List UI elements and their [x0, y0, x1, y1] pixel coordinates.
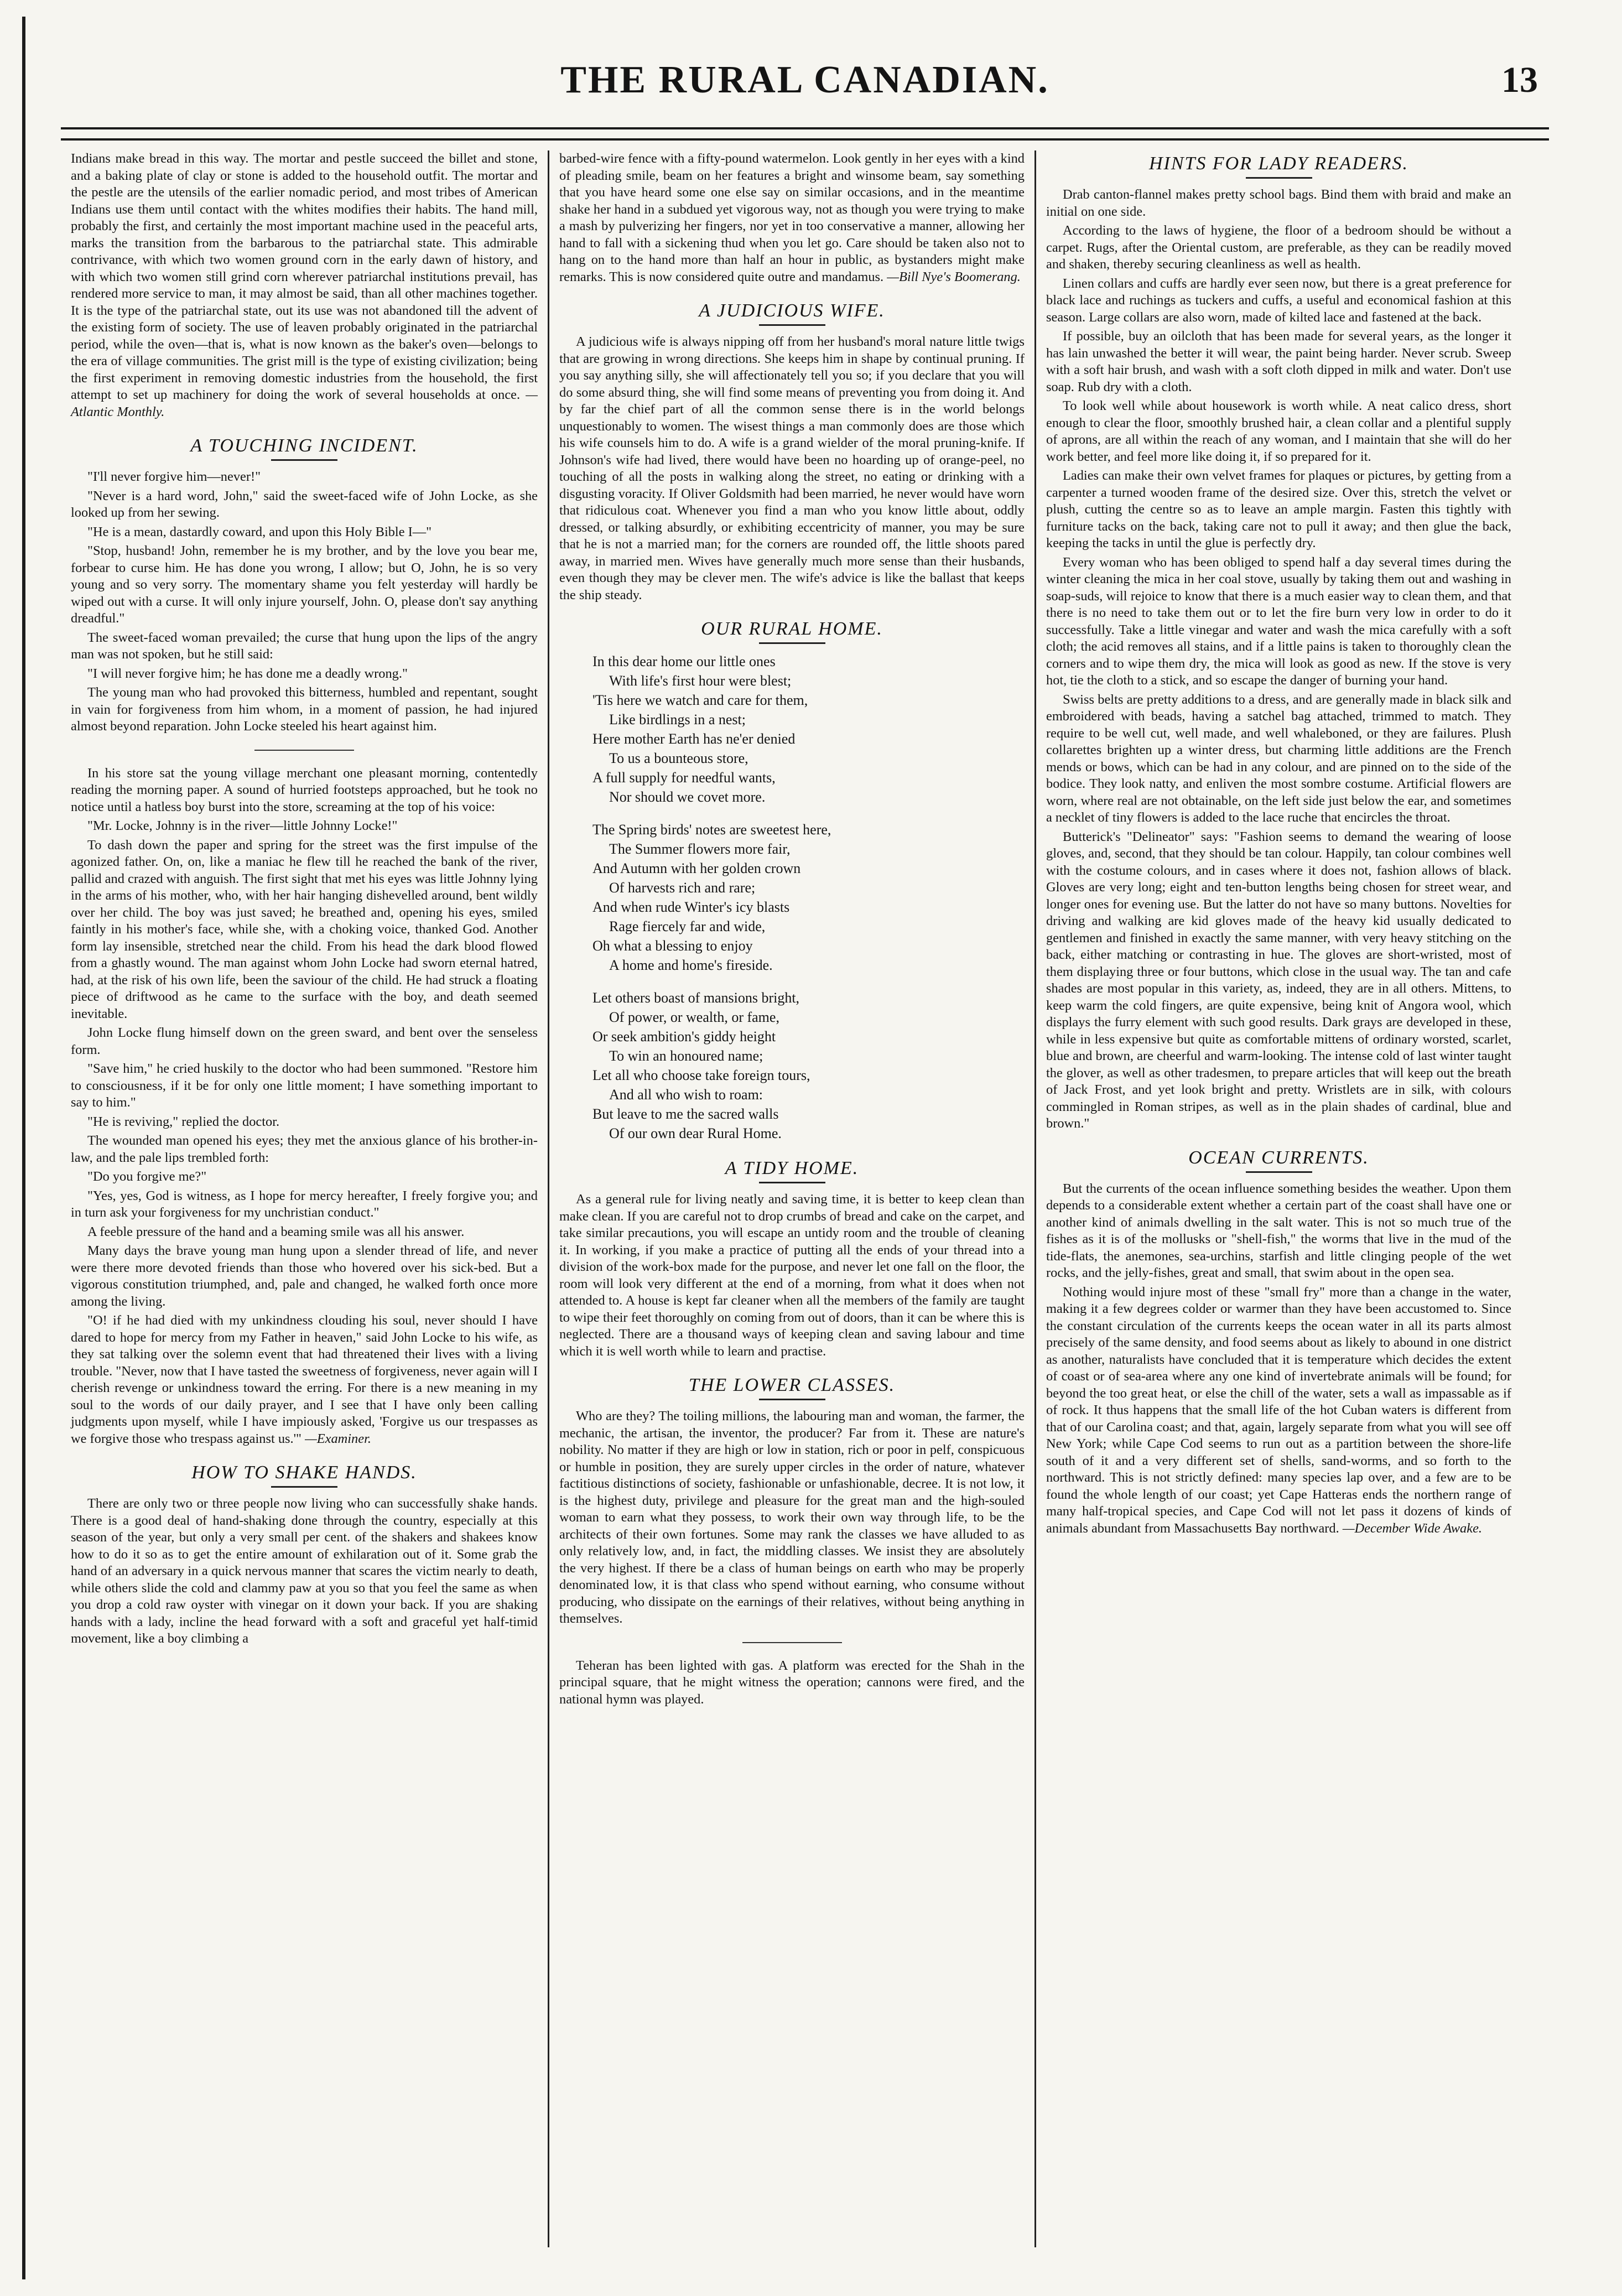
source-attribution: —Examiner.	[305, 1431, 371, 1446]
paragraph-text: "O! if he had died with my unkindness clouding his soul, never should I have dared to hope for mercy from my Father in heaven," said John Locke to his wife, as they sat talking over the solemn event that had threatened their lives with a living trouble. "Never, now that I have tasted the sweetness of forgiveness, never again will I cherish revenge or unkindness toward the erring. For there is a new meaning in my soul to the words of our daily prayer, and I see that I have only been calling judgments upon myself, while I have impiously asked, 'Forgive us our trespasses as we forgive those who trespass against us.'"	[71, 1313, 538, 1446]
article-heading: A TOUCHING INCIDENT.	[190, 435, 418, 456]
article-paragraph: Swiss belts are pretty additions to a dress, and are generally made in black silk and embroidered with beads, having a satchel bag attached, trimmed to match. They require to be well cut, well made, and well whaleboned, or they are failures. Plush collarettes brighten up a winter dress, but charming little additions are the French mends or bows, which can be had in any colour, and are pinned on to the side of the bodice. They look natty, and enliven the most sombre costume. Artificial flowers are worn, where real are not obtainable, on the left side just below the ear, and sometimes a necklet of tiny flowers is added to the lace ruche that encircles the throat.	[1046, 692, 1511, 825]
heading-underline	[759, 324, 825, 326]
article-paragraph: "Stop, husband! John, remember he is my brother, and by the love you bear me, forbear to curse him. He has done you wrong, I allow; but O, John, he is so very young and so very sorry. The momentary shame you felt yesterday will hardly be wiped out with a curse. It will only injure yourself, John. O, please don't say anything dreadful."	[71, 543, 538, 626]
poem-line: To win an honoured name;	[609, 1048, 763, 1064]
poem-line: Or seek ambition's giddy height	[592, 1028, 776, 1045]
article-paragraph: To look well while about housework is worth while. A neat calico dress, short enough to clear the floor, smoothly brushed hair, a clean collar and a plentiful supply of aprons, are all within the reach of any woman, and I maintain that she will do her work better, and feel more like doing it, if so prepared for it.	[1046, 398, 1511, 464]
paragraph-text: Indians make bread in this way. The mortar and pestle succeed the billet and stone, and a baking plate of clay or stone is added to the household outfit. The mortar and the pestle are the utensils of the earlier nomadic period, and most tribes of American Indians use them until contact with the whites modifies their habits. The hand mill, probably the first, and certainly the most important machine used in the peaceful arts, marks the transition from the barbarous to the patriarchal state. This admirable contrivance, with which two women ground corn in the early dawn of history, and with which two women still grind corn wherever patriarchal institutions prevail, has rendered more service to man, it may almost be said, than all other machines together. It is the type of the patriarchal state, out its use was not abandoned till the advent of the existing form of society. The use of leaven probably originated in the patriarchal period, while the oven—that is, what is now known as the baker's oven—belongs to the era of village communities. The grist mill is the type of existing civilization; being the first experiment in removing domestic industries from the household, the first attempt to set up machinery for doing the work of several households at once.	[71, 151, 538, 402]
article-heading: OCEAN CURRENTS.	[1188, 1147, 1369, 1168]
article-paragraph: According to the laws of hygiene, the floor of a bedroom should be without a carpet. Rugs, after the Oriental custom, are preferable, as they can be readily moved and shaken, thereby securing cleanliness as well as health.	[1046, 223, 1511, 272]
article-heading: THE LOWER CLASSES.	[688, 1375, 896, 1395]
article-paragraph	[559, 150, 1025, 285]
poem-line: A full supply for needful wants,	[592, 770, 776, 786]
article-heading: HOW TO SHAKE HANDS.	[191, 1462, 417, 1483]
heading-underline	[1246, 177, 1312, 179]
article-paragraph: "I'll never forgive him—never!"	[87, 469, 261, 484]
heading-underline	[759, 1399, 825, 1400]
poem-line: In this dear home our little ones	[592, 653, 776, 669]
binding-edge-line	[22, 17, 25, 2279]
article-paragraph: As a general rule for living neatly and saving time, it is better to keep clean than make clean. If you are careful not to drop crumbs of bread and cake on the carpet, and take similar precautions, you will escape an untidy room and the trouble of cleaning it. In working, if you make a practice of putting all the ends of your thread into a division of the work-box made for the purpose, and never let one fall on the floor, the room will look very different at the end of a morning, from what it does when not attended to. A house is kept far cleaner when all the members of the family are taught to wipe their feet thoroughly on coming from out of doors, than it can be where this is neglected. There are a thousand ways of keeping clean and saving labour and time which it is well worth while to learn and practise.	[559, 1192, 1025, 1359]
article-paragraph: But the currents of the ocean influence something besides the weather. Upon them depends to a considerable extent whether a certain part of the coast shall have one or another kind of animals dwelling in the salt water. This is not so much true of the fishes as it is of the mollusks or "shell-fish," the worms that live in the mud of the tide-flats, the anemones, sea-urchins, starfish and little clinging people of the wet rocks, and the jelly-fishes, great and small, that swim about in the open sea.	[1046, 1181, 1511, 1280]
article-paragraph: Many days the brave young man hung upon a slender thread of life, and never were there more devoted friends than those who hovered over his sick-bed. But a vigorous constitution triumphed, and, pale and changed, he walked forth once more among the living.	[71, 1243, 538, 1309]
poem-line: Of harvests rich and rare;	[609, 880, 756, 896]
article-paragraph: The sweet-faced woman prevailed; the curse that hung upon the lips of the angry man was not spoken, but he still said:	[71, 630, 538, 662]
article-heading: OUR RURAL HOME.	[701, 619, 883, 639]
poem	[592, 652, 1025, 1143]
publication-title: THE RURAL CANADIAN.	[560, 59, 1049, 101]
article-paragraph: "He is reviving," replied the doctor.	[87, 1114, 280, 1129]
article-heading: A TIDY HOME.	[725, 1158, 859, 1178]
article-paragraph	[1046, 1284, 1511, 1537]
poem-line: With life's first hour were blest;	[609, 673, 792, 689]
article-paragraph: Butterick's "Delineator" says: "Fashion seems to demand the wearing of loose gloves, and, second, that they should be tan colour. Happily, tan colour combines well with the costume colours, and in cases where it does not, fashion allows of black. Gloves are very long; eight and ten-button lengths being chosen for street wear, and longer ones for evening use. But the latter do not have so many buttons. Novelties for driving and walking are kid gloves made of the heavy kid usually dedicated to gentlemen and finished in exactly the same manner, with very heavy stitching on the back, either matching or contrasting in hue. The gloves are short-wristed, most of them displaying three or four buttons, which close in the usual way. The tan and cafe shades are most popular in this variety, as, indeed, they are in all others. Mittens, to keep warm the cold fingers, are quite expensive, being knit of Angora wool, which displays the furry element with such good results. Dark grays are developed in these, while in less expensive but quite as comfortable mittens of ordinary worsted, scarlet, blue and brown, are cheerful and warm-looking. The intense cold of last winter taught the glover, as well as other tradesmen, to prepare articles that will keep out the breath of Jack Frost, and yet look bright and pretty. Wristlets are in silk, with colours commingled in Roman stripes, as well as in the plain shades of cardinal, blue and brown."	[1046, 829, 1511, 1131]
article-paragraph: The wounded man opened his eyes; they met the anxious glance of his brother-in-law, and the pale lips trembled forth:	[71, 1133, 538, 1165]
poem-line: The Spring birds' notes are sweetest here,	[592, 822, 831, 838]
article-paragraph	[71, 150, 538, 420]
section-separator	[254, 750, 354, 751]
article-paragraph: "Mr. Locke, Johnny is in the river—little Johnny Locke!"	[87, 818, 398, 833]
article-paragraph: John Locke flung himself down on the green sward, and bent over the senseless form.	[71, 1025, 538, 1057]
article-paragraph: In his store sat the young village merchant one pleasant morning, contentedly reading the morning paper. A sound of hurried footsteps approached, but he took no notice until a hatless boy burst into the store, screaming at the top of his voice:	[71, 765, 538, 814]
poem-line: And when rude Winter's icy blasts	[592, 899, 790, 915]
page-number: 13	[1501, 60, 1538, 100]
article-paragraph: A feeble pressure of the hand and a beaming smile was all his answer.	[87, 1224, 465, 1239]
poem-line: And all who wish to roam:	[609, 1087, 763, 1103]
poem-line: Let others boast of mansions bright,	[592, 990, 800, 1006]
source-attribution: —Bill Nye's Boomerang.	[887, 269, 1021, 284]
newspaper-page	[61, 50, 1549, 2274]
column-1	[61, 150, 548, 2247]
poem-line: Oh what a blessing to enjoy	[592, 938, 753, 954]
poem-stanza	[592, 652, 1025, 807]
article-paragraph: A judicious wife is always nipping off from her husband's moral nature little twigs that are growing in wrong directions. She keeps him in shape by continual pruning. If you say anything silly, she will affectionately tell you so; if you declare that you will do some absurd thing, she will find some means of preventing you from doing it. And by far the chief part of all the common sense there is in the world belongs unquestionably to women. The wisest things a man commonly does are those which his wife counsels him to do. A wife is a grand wielder of the moral pruning-knife. If Johnson's wife had lived, there would have been no hoarding up of orange-peel, no touching of all the posts in walking along the street, no eating or drinking with a disgusting voracity. If Oliver Goldsmith had been married, he never would have worn that ridiculous coat. Whenever you find a man who you know little about, oddly dressed, or talking absurdly, or exhibiting eccentricity of manner, you may be sure that he is not a married man; for the corners are rounded off, the little shoots pared away, in married men. Wives have generally much more sense than their husbands, even though they may be clever men. The wife's advice is like the ballast that keeps the ship steady.	[559, 334, 1025, 602]
article-paragraph: "I will never forgive him; he has done me a deadly wrong."	[87, 666, 408, 681]
poem-line: Like birdlings in a nest;	[609, 711, 746, 728]
column-3	[1034, 150, 1521, 2247]
masthead-rule	[61, 127, 1549, 141]
poem-line: Here mother Earth has ne'er denied	[592, 731, 796, 747]
article-paragraph: "Never is a hard word, John," said the sweet-faced wife of John Locke, as she looked up from her sewing.	[71, 488, 538, 520]
poem-line: Of our own dear Rural Home.	[609, 1125, 782, 1141]
source-attribution: —Atlantic Monthly.	[71, 387, 538, 419]
section-separator	[742, 1642, 842, 1643]
poem-line: Let all who choose take foreign tours,	[592, 1067, 810, 1083]
heading-underline	[1246, 1171, 1312, 1173]
paragraph-text: Nothing would injure most of these "small fry" more than a change in the water, making it a few degrees colder or warmer than they have been accustomed to. Since the constant circulation of the currents keeps the ocean water in all its parts almost precisely of the same density, and food seems about as likely to abound in one district as another, naturalists have concluded that it is temperature which decides the extent of coast or of sea-area where any one kind of invertebrate animals will be found; for beyond the too great heat, or else the chill of the water, sets a wall as impassable as if of rock. It thus happens that the small life of the hot Cuban waters is different from that of our Carolina coast; and that, again, largely separate from what you will see off New York; while Cape Cod seems to run out as a partition between the shore-life south of it and a very different set of shells, sand-worms, and so forth to the northward. This is not strictly defined: many species lap over, and a few are to be found the whole length of our coast; yet Cape Hatteras ends the northern range of many half-tropical species, and Cape Cod will not let pass it dozens of kinds of animals abundant from Massachusetts Bay northward.	[1046, 1284, 1511, 1536]
article-paragraph: To dash down the paper and spring for the street was the first impulse of the agonized father. On, on, like a maniac he flew till he reached the bank of the river, pallid and crazed with anguish. The first sight that met his eyes was little Johnny lying in the arms of his mother, who, with her hair hanging dishevelled around, bent wildly over her child. The boy was just saved; he breathed and, opening his eyes, smiled faintly in his mother's face, while she, with a choking voice, thanked God. Another form lay insensible, stretched near the child. From his head the dark blood flowed from a ghastly wound. The man against whom John Locke had sworn eternal hatred, had, at the risk of his own life, been the saviour of the child. He had struck a floating piece of driftwood as he came to the surface with the boy, and death seemed inevitable.	[71, 837, 538, 1021]
paragraph-text: barbed-wire fence with a fifty-pound watermelon. Look gently in her eyes with a kind of pleading smile, beam on her features a bright and winsome beam, say something that you have heard some one else say on similar occasions, and in the meantime shake her hand in a subdued yet vigorous way, not as though you were trying to make a mash by pulverizing her fingers, nor yet in too conservative a manner, allowing her hand to fall with a sickening thud when you let go. Care should be taken also not to hang on to the hand more than half an hour in public, as bystanders might make remarks. This is now considered quite outre and mandamus.	[559, 151, 1025, 284]
article-paragraph: Ladies can make their own velvet frames for plaques or pictures, by getting from a carpenter a turned wooden frame of the desired size. Over this, stretch the velvet or plush, cutting the centre so as to leave an ample margin. Fasten this tightly with furniture tacks on the back, taking care not to pull it away; and then glue the back, keeping the tacks in until the glue is perfectly dry.	[1046, 468, 1511, 550]
poem-stanza	[592, 820, 1025, 975]
article-paragraph: Linen collars and cuffs are hardly ever seen now, but there is a great preference for black lace and ruchings as tuckers and cuffs, a useful and economical fashion at this season. Large collars are also worn, made of kilted lace and fastened at the back.	[1046, 276, 1511, 325]
article-paragraph: Every woman who has been obliged to spend half a day several times during the winter cleaning the mica in her coal stove, usually by taking them out and washing in soap-suds, will rejoice to know that there is a much easier way to clean them, and that there is no need to take them out or to let the fire burn very low in order to do it successfully. Take a little vinegar and water and wash the mica carefully with a soft cloth; the acid removes all stains, and if a little pains is taken to thoroughly clean the corners and to wipe them dry, the mica will look as good as new. If the stove is very hot, tie the cloth to a stick, and so escape the danger of burning your hand.	[1046, 554, 1511, 688]
article-paragraph	[71, 1312, 538, 1447]
poem-line: 'Tis here we watch and care for them,	[592, 692, 808, 708]
article-paragraph: "He is a mean, dastardly coward, and upon this Holy Bible I—"	[87, 524, 432, 539]
article-paragraph: If possible, buy an oilcloth that has been made for several years, as the longer it has lain unwashed the better it will wear, the paint being harder. Never scrub. Sweep with a soft hair brush, and wash with a soft cloth dipped in milk and water. Don't use soap. Rub dry with a cloth.	[1046, 329, 1511, 394]
heading-underline	[759, 642, 825, 644]
poem-line: To us a bounteous store,	[609, 750, 748, 766]
poem-line: The Summer flowers more fair,	[609, 841, 791, 857]
poem-line: Of power, or wealth, or fame,	[609, 1009, 779, 1025]
article-paragraph: The young man who had provoked this bitterness, humbled and repentant, sought in vain for forgiveness from him whom, in a moment of passion, he had injured almost beyond reparation. John Locke steeled his heart against him.	[71, 685, 538, 734]
source-attribution: —December Wide Awake.	[1342, 1520, 1483, 1536]
heading-underline	[271, 1486, 337, 1488]
poem-line: Rage fiercely far and wide,	[609, 918, 766, 934]
poem-line: But leave to me the sacred walls	[592, 1106, 779, 1122]
article-paragraph: Who are they? The toiling millions, the labouring man and woman, the farmer, the mechanic, the artisan, the inventor, the producer? Far from it. These are nature's nobility. No matter if they are high or low in station, rich or poor in pelf, conspicuous or humble in position, they are surely upper circles in the order of nature, whatever factitious distinctions of society, fashionable or unfashionable, decree. It is not low, it is the highest duty, privilege and pleasure for the great man and the high-souled woman to earn what they possess, to work their own way through life, to be the architects of their own fortunes. Some may rank the classes we have alluded to as only relatively low, and, in fact, the middling classes. We insist they are absolutely the very highest. If there be a class of human beings on earth who may be properly denominated low, it is that class who spend without earning, who consume without producing, who dissipate on the earnings of their relatives, without being anything in themselves.	[559, 1409, 1025, 1626]
poem-line: And Autumn with her golden crown	[592, 860, 801, 876]
article-paragraph: "Save him," he cried huskily to the doctor who had been summoned. "Restore him to consciousness, if it be for only one little moment; I have something important to say to him."	[71, 1061, 538, 1110]
poem-line: Nor should we covet more.	[609, 789, 766, 805]
columns	[61, 150, 1549, 2247]
article-paragraph: Drab canton-flannel makes pretty school bags. Bind them with braid and make an initial on one side.	[1046, 187, 1511, 219]
heading-underline	[759, 1182, 825, 1183]
article-heading: HINTS FOR LADY READERS.	[1148, 153, 1409, 174]
article-paragraph: There are only two or three people now living who can successfully shake hands. There is a good deal of hand-shaking done through the country, especially at this season of the year, but only a very small per cent. of the shakers and shakees know how to do it so as to get the entire amount of exhilaration out of it. Some grab the hand of an adversary in a quick nervous manner that scares the victim nearly to death, while others slide the cold and clammy paw at you so that you feel the same as when you drop a cold raw oyster with vinegar on it down your back. If you are shaking hands with a lady, incline the head forward with a soft and graceful yet half-timid movement, like a boy climbing a	[71, 1496, 538, 1646]
poem-stanza	[592, 988, 1025, 1143]
heading-underline	[271, 459, 337, 461]
article-paragraph: "Yes, yes, God is witness, as I hope for mercy hereafter, I freely forgive you; and in turn ask your forgiveness for my unchristian conduct."	[71, 1188, 538, 1220]
article-paragraph: Teheran has been lighted with gas. A platform was erected for the Shah in the principal square, that he might witness the operation; cannons were fired, and the national hymn was played.	[559, 1658, 1025, 1707]
column-2	[548, 150, 1034, 2247]
article-paragraph: "Do you forgive me?"	[87, 1169, 207, 1184]
article-heading: A JUDICIOUS WIFE.	[699, 300, 885, 321]
masthead	[61, 50, 1549, 127]
poem-line: A home and home's fireside.	[609, 957, 773, 973]
